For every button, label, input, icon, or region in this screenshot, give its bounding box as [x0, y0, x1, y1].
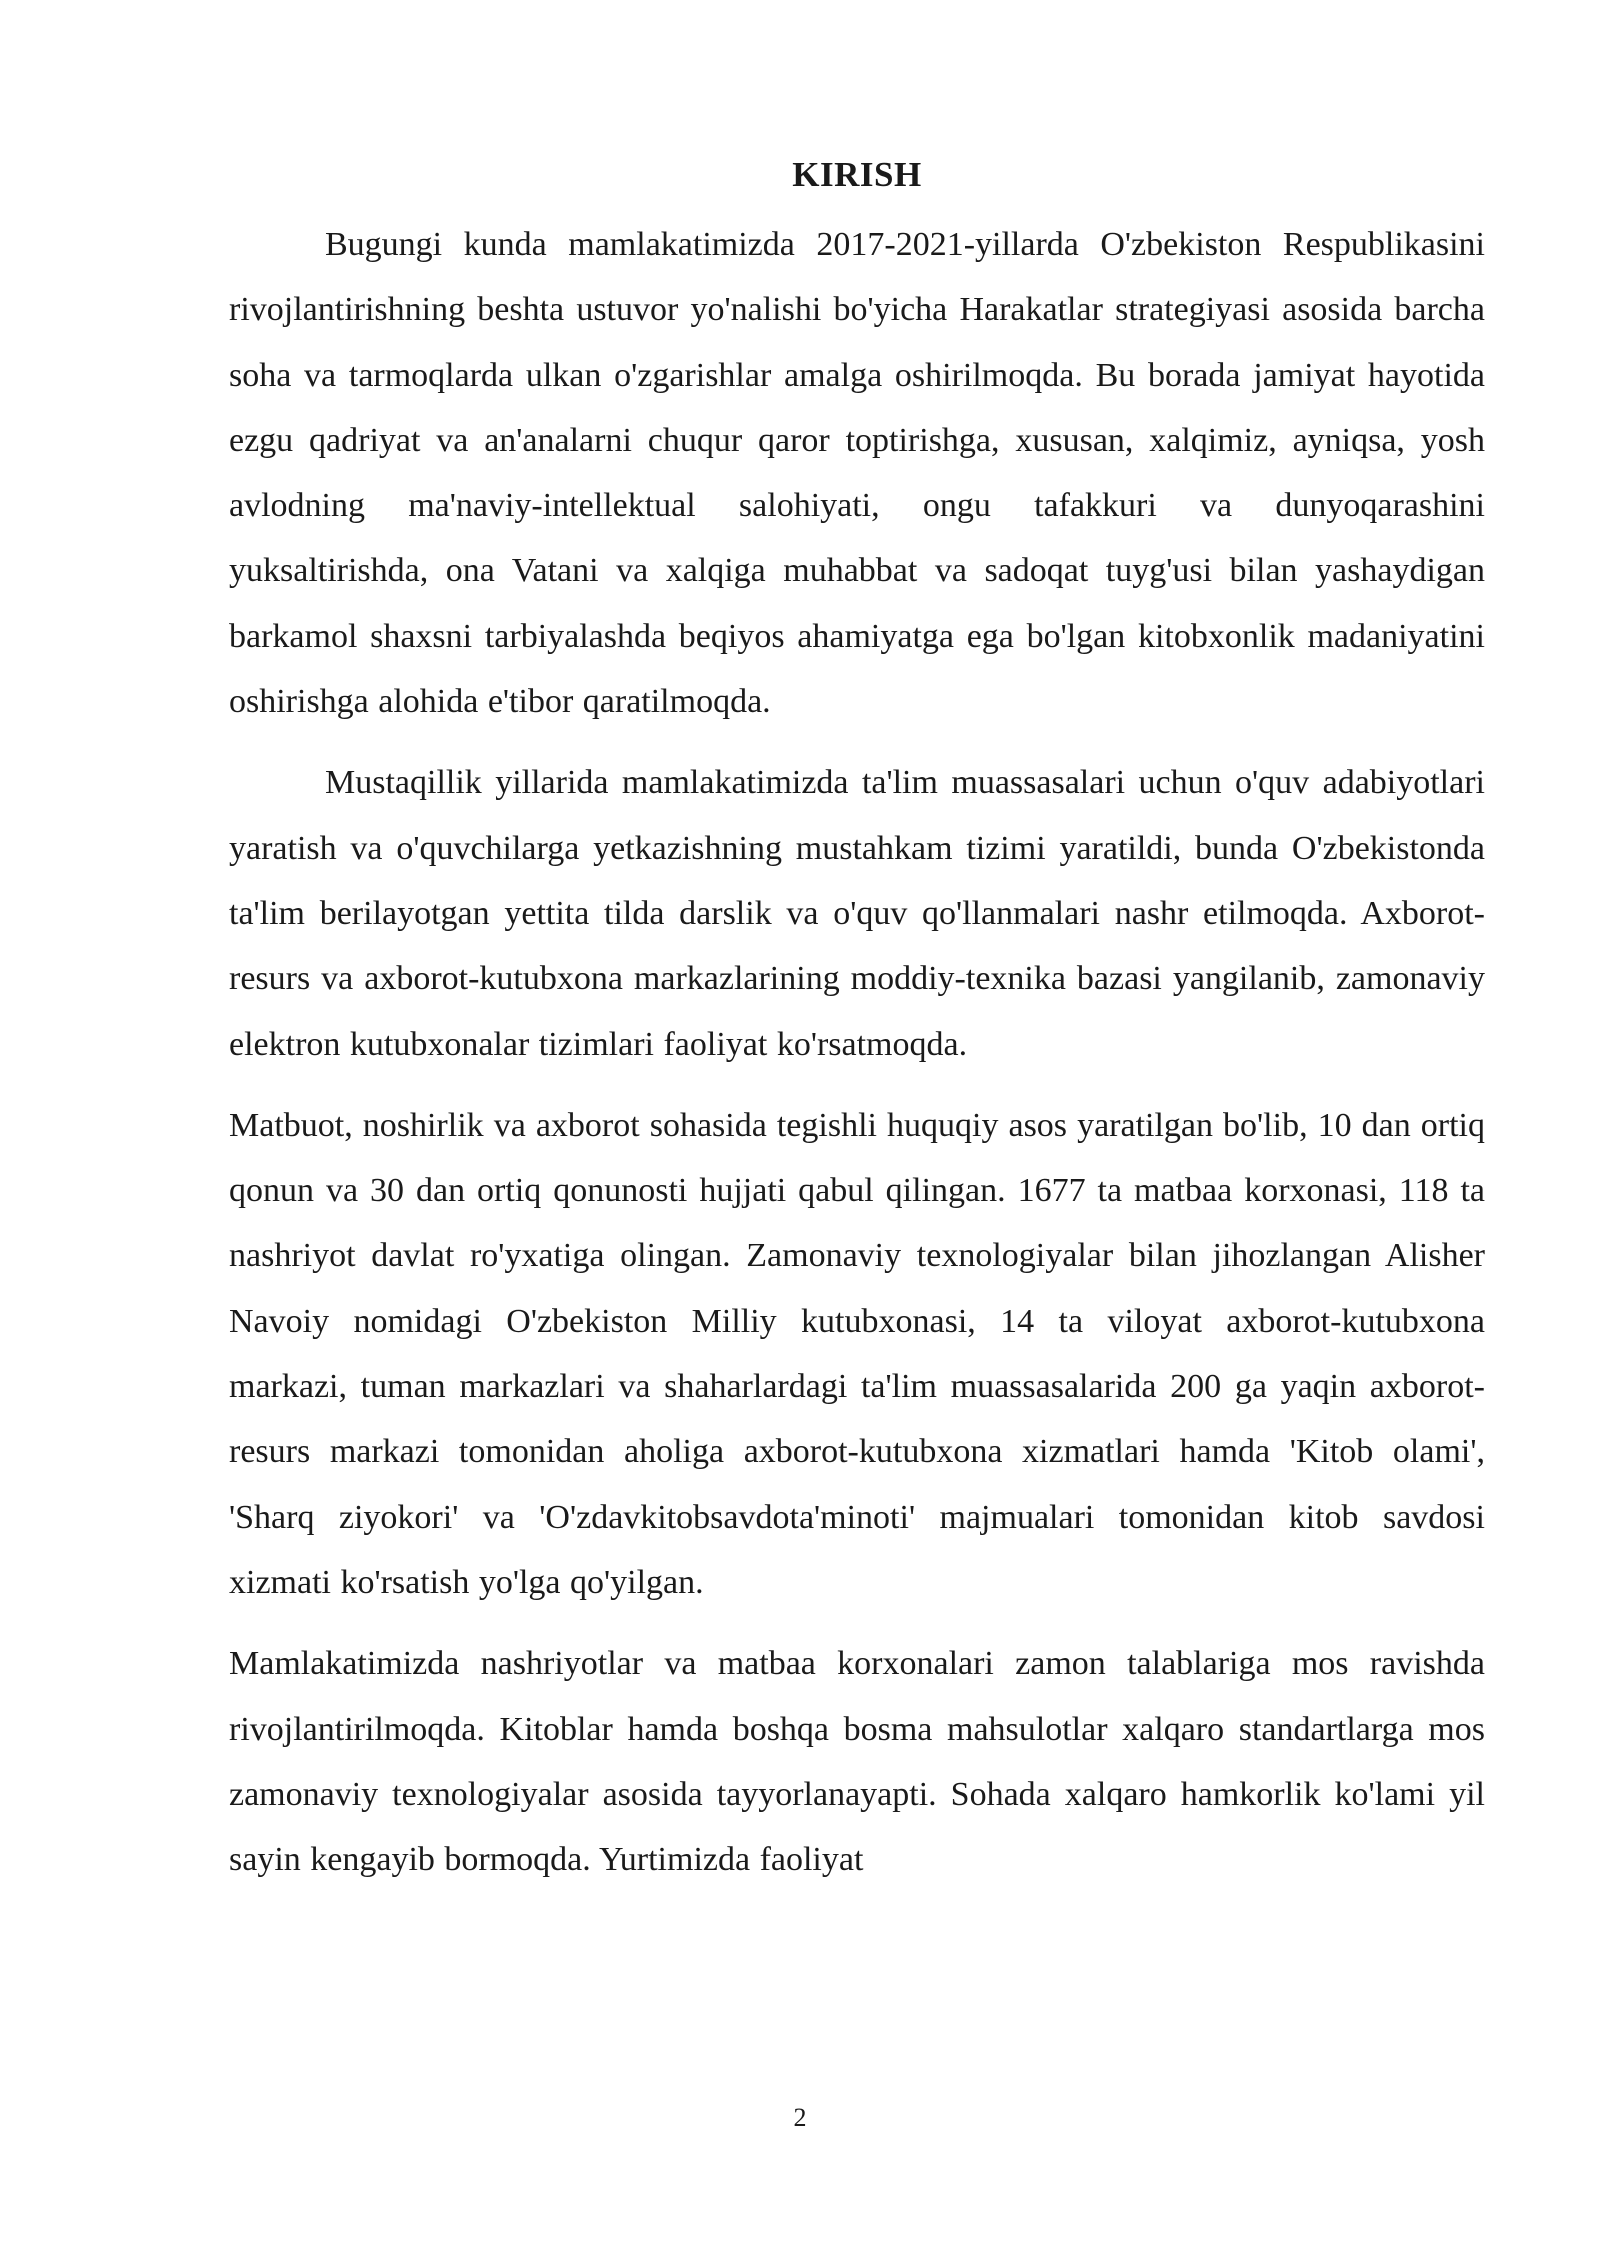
page-content — [229, 148, 1485, 1908]
page-number: 2 — [793, 2103, 807, 2132]
paragraph-4: Mamlakatimizda nashriyotlar va matbaa korxonalari zamon talablariga mos ravishda rivojlantirilmoqda. Kitoblar hamda boshqa bosma mahsulotlar xalqaro standartlarga mos zamonaviy texnologiyalar asosida tayyorlanayapti. Sohada xalqaro hamkorlik ko'lami yil sayin kengayib bormoqda. Yurtimizda faoliyat — [229, 1645, 1485, 1879]
paragraph-3: Matbuot, noshirlik va axborot sohasida tegishli huquqiy asos yaratilgan bo'lib, 10 dan ortiq qonun va 30 dan ortiq qonunosti hujjati qabul qilingan. 1677 ta matbaa korxonasi, 118 ta nashriyot davlat ro'yxatiga olingan. Zamonaviy texnologiyalar bilan jihozlangan Alisher Navoiy nomidagi O'zbekiston Milliy kutubxonasi, 14 ta viloyat axborot-kutubxona markazi, tuman markazlari va shaharlardagi ta'lim muassasalarida 200 ga yaqin axborot-resurs markazi tomonidan aholiga axborot-kutubxona xizmatlari hamda 'Kitob olami', 'Sharq ziyokori' va 'O'zdavkitobsavdota'minoti' majmualari tomonidan kitob savdosi xizmati ko'rsatish yo'lga qo'yilgan. — [229, 1106, 1485, 1601]
section-title: KIRISH — [792, 155, 922, 194]
paragraph-1: Bugungi kunda mamlakatimizda 2017-2021-yillarda O'zbekiston Respublikasini rivojlantirishning beshta ustuvor yo'nalishi bo'yicha Harakatlar strategiyasi asosida barcha soha va tarmoqlarda ulkan o'zgarishlar amalga oshirilmoqda. Bu borada jamiyat hayotida ezgu qadriyat va an'analarni chuqur qaror toptirishga, xususan, xalqimiz, ayniqsa, yosh avlodning ma'naviy-intellektual salohiyati, ongu tafakkuri va dunyoqarashini yuksaltirishda, ona Vatani va xalqiga muhabbat va sadoqat tuyg'usi bilan yashaydigan barkamol shaxsni tarbiyalashda beqiyos ahamiyatga ega bo'lgan kitobxonlik madaniyatini oshirishga alohida e'tibor qaratilmoqda. — [229, 226, 1485, 721]
paragraph-2: Mustaqillik yillarida mamlakatimizda ta'lim muassasalari uchun o'quv adabiyotlari yaratish va o'quvchilarga yetkazishning mustahkam tizimi yaratildi, bunda O'zbekistonda ta'lim berilayotgan yettita tilda darslik va o'quv qo'llanmalari nashr etilmoqda. Axborot-resurs va axborot-kutubxona markazlarining moddiy-texnika bazasi yangilanib, zamonaviy elektron kutubxonalar tizimlari faoliyat ko'rsatmoqda. — [229, 764, 1485, 1063]
